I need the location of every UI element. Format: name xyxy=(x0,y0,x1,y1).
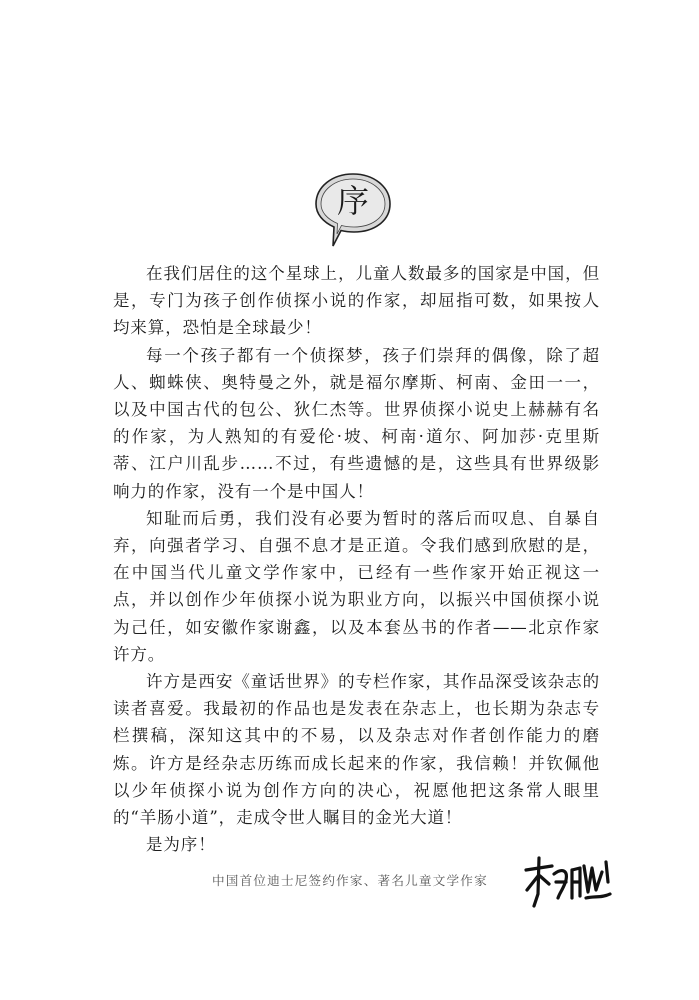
paragraph: 知耻而后勇，我们没有必要为暂时的落后而叹息、自暴自弃，向强者学习、自强不息才是正道。令我们感到欣慰的是，在中国当代儿童文学作家中，已经有一些作家开始正视这一点，并以创作少年侦探小说为职业方向，以振兴中国侦探小说为己任，如安徽作家谢鑫，以及本套丛书的作者——北京作家许方。 xyxy=(113,508,600,664)
paragraph: 在我们居住的这个星球上，儿童人数最多的国家是中国，但是，专门为孩子创作侦探小说的作家，却屈指可数，如果按人均来算，恐怕是全球最少！ xyxy=(113,264,600,338)
preface-body xyxy=(113,260,600,858)
closing-line: 是为序！ xyxy=(146,835,216,855)
title-badge xyxy=(310,170,396,256)
paragraph: 每一个孩子都有一个侦探梦，孩子们崇拜的偶像，除了超人、蜘蛛侠、奥特曼之外，就是福尔摩斯、柯南、金田一一，以及中国古代的包公、狄仁杰等。世界侦探小说史上赫赫有名的作家，为人熟知的有爱伦·坡、柯南·道尔、阿加莎·克里斯蒂、江户川乱步……不过，有些遗憾的是，这些具有世界级影响力的作家，没有一个是中国人！ xyxy=(113,345,600,501)
page-title: 序 xyxy=(336,182,369,220)
handwritten-signature xyxy=(522,852,614,912)
author-credit: 中国首位迪士尼签约作家、著名儿童文学作家 xyxy=(212,873,488,888)
paragraph: 许方是西安《童话世界》的专栏作家，其作品深受该杂志的读者喜爱。我最初的作品也是发表在杂志上，也长期为杂志专栏撰稿，深知这其中的不易，以及杂志对作者创作能力的磨炼。许方是经杂志历练而成长起来的作家，我信赖！并钦佩他以少年侦探小说为创作方向的决心，祝愿他把这条常人眼里的“羊肠小道”，走成令世人瞩目的金光大道！ xyxy=(113,672,600,828)
